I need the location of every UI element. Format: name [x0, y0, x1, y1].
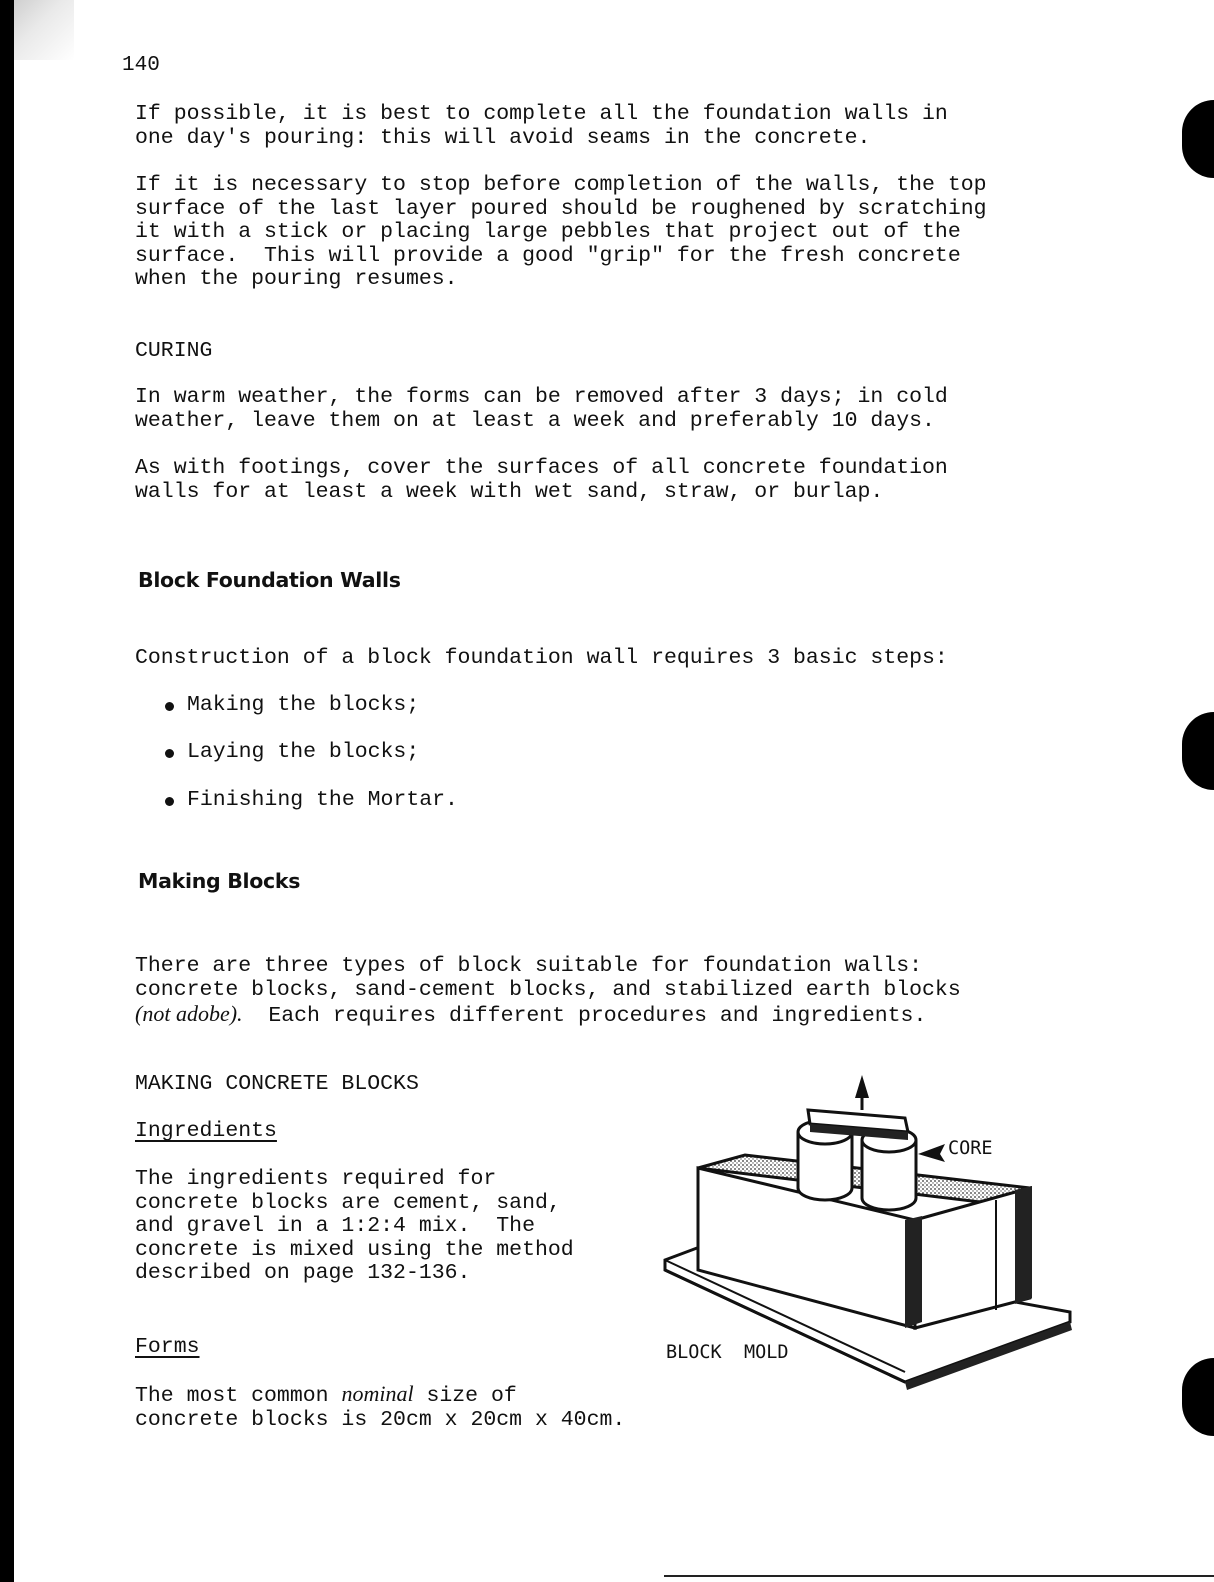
curing-paragraph-1: In warm weather, the forms can be removed after 3 days; in cold weather, leave them on at least a week and preferably 10 days. [135, 385, 948, 433]
block-types-paragraph: There are three types of block suitable for foundation walls: concrete blocks, sand-cement blocks, and stabilized earth blocks (not adobe). Each requires different procedures and ingredients. [135, 954, 961, 1029]
bottom-rule [664, 1575, 1214, 1577]
step-item: Finishing the Mortar. [165, 789, 458, 813]
scan-edge-shadow [14, 0, 74, 60]
punch-hole-top [1182, 100, 1214, 178]
concrete-blocks-heading: MAKING CONCRETE BLOCKS [135, 1072, 419, 1096]
forms-heading: Forms [135, 1335, 200, 1359]
punch-hole-bottom [1182, 1358, 1214, 1436]
intro-paragraph: If possible, it is best to complete all the foundation walls in one day's pouring: this will avoid seams in the concrete. [135, 102, 948, 150]
forms-paragraph: The most common nominal size of concrete blocks is 20cm x 20cm x 40cm. [135, 1381, 626, 1432]
ingredients-paragraph: The ingredients required for concrete blocks are cement, sand, and gravel in a 1:2:4 mix. The concrete is mixed using the method described on page 132-136. [135, 1167, 574, 1286]
block-walls-intro: Construction of a block foundation wall requires 3 basic steps: [135, 646, 948, 670]
block-foundation-walls-heading: Block Foundation Walls [138, 568, 401, 592]
curing-heading: CURING [135, 339, 213, 363]
core-pointer-arrow-icon [918, 1144, 945, 1162]
punch-hole-middle [1182, 712, 1214, 790]
step-item: Making the blocks; [165, 694, 419, 718]
page-number: 140 [122, 54, 160, 77]
bullet-icon [165, 749, 174, 758]
core-label: CORE [948, 1138, 993, 1159]
block-mold-label: BLOCK MOLD [666, 1342, 789, 1363]
core-cylinders [798, 1075, 916, 1210]
scan-edge-bar [0, 0, 14, 1582]
curing-paragraph-2: As with footings, cover the surfaces of all concrete foundation walls for at least a week with wet sand, straw, or burlap. [135, 456, 948, 504]
step-item: Laying the blocks; [165, 741, 419, 765]
ingredients-heading: Ingredients [135, 1119, 277, 1143]
making-blocks-heading: Making Blocks [138, 869, 301, 893]
bullet-icon [165, 702, 174, 711]
bullet-icon [165, 797, 174, 806]
stop-pouring-paragraph: If it is necessary to stop before completion of the walls, the top surface of the last layer poured should be roughened by scratching it with a stick or placing large pebbles that project out of the surface. This will provide a good "grip" for the fresh concrete when the pouring resumes. [135, 173, 987, 292]
